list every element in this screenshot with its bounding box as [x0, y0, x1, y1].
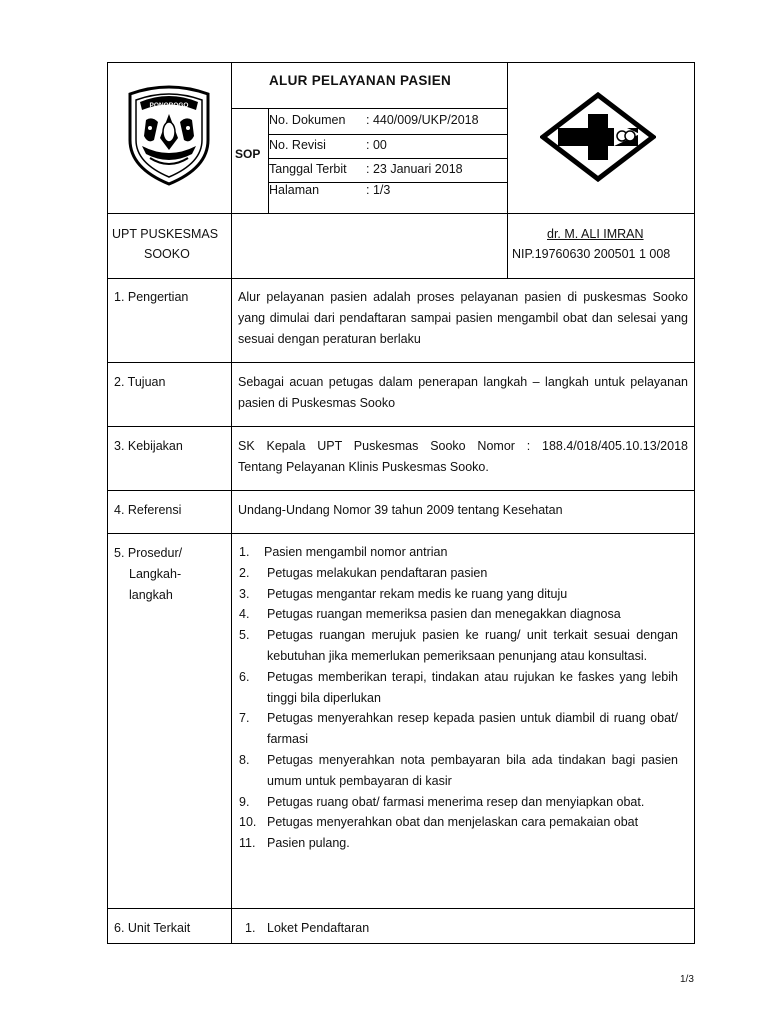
- meta-label-tanggal: Tanggal Terbit: [269, 162, 347, 176]
- unit-item-text: Loket Pendaftaran: [267, 921, 370, 935]
- org-name: UPT PUSKESMAS: [112, 227, 219, 241]
- section-text-tujuan: Sebagai acuan petugas dalam penerapan langkah – langkah untuk pelayanan pasien di Puskesmas Sooko: [238, 375, 688, 410]
- list-item: 7. Petugas menyerahkan resep kepada pasien untuk diambil di ruang obat/ farmasi: [239, 711, 678, 747]
- bakti-husada-logo-icon: [540, 92, 656, 182]
- section-label-prosedur-2: Langkah-: [129, 567, 182, 581]
- section-text-kebijakan-line1: SK Kepala UPT Puskesmas Sooko Nomor : 188.4/018/405.10.13/2018: [238, 439, 688, 453]
- ponorogo-emblem-icon: [120, 80, 218, 186]
- section-text-referensi: Undang-Undang Nomor 39 tahun 2009 tentang Kesehatan: [238, 503, 563, 517]
- meta-value-tanggal: : 23 Januari 2018: [366, 162, 463, 176]
- section-label-pengertian: 1. Pengertian: [114, 290, 189, 304]
- list-item: 9. Petugas ruang obat/ farmasi menerima resep dan menyiapkan obat.: [239, 794, 645, 809]
- meta-label-halaman: Halaman: [269, 183, 320, 197]
- org-unit: SOOKO: [144, 247, 190, 261]
- section-label-unit-terkait: 6. Unit Terkait: [114, 921, 191, 935]
- meta-value-revisi: : 00: [366, 138, 387, 152]
- meta-value-halaman: : 1/3: [366, 183, 391, 197]
- section-label-referensi: 4. Referensi: [114, 503, 182, 517]
- list-item: 8. Petugas menyerahkan nota pembayaran bila ada tindakan bagi pasien umum untuk pembayaran di kasir: [239, 752, 678, 788]
- section-label-prosedur: 5. Prosedur/: [114, 546, 183, 560]
- unit-item-number: 1.: [245, 921, 256, 935]
- section-text-pengertian: Alur pelayanan pasien adalah proses pelayanan pasien di puskesmas Sooko yang dimulai dari pendaftaran sampai pasien mengambil obat dan selesai yang sesuai dengan peraturan berlaku: [238, 290, 688, 346]
- page-number: 1/3: [680, 974, 694, 985]
- sop-label: SOP: [235, 147, 261, 161]
- meta-value-dokumen: : 440/009/UKP/2018: [366, 113, 479, 127]
- list-item: 5. Petugas ruangan merujuk pasien ke ruang/ unit terkait sesuai dengan kebutuhan jika memerlukan pemeriksaan penunjang atau konsultasi.: [239, 628, 678, 663]
- section-label-prosedur-3: langkah: [129, 588, 173, 602]
- signer-nip: NIP.19760630 200501 1 008: [512, 247, 671, 261]
- svg-text:PONOROGO: PONOROGO: [149, 102, 189, 109]
- section-label-kebijakan: 3. Kebijakan: [114, 439, 183, 453]
- signer-name: dr. M. ALI IMRAN: [547, 227, 644, 241]
- list-item: 10. Petugas menyerahkan obat dan menjelaskan cara pemakaian obat: [239, 815, 639, 830]
- document-title: ALUR PELAYANAN PASIEN: [269, 73, 452, 88]
- meta-label-revisi: No. Revisi: [269, 138, 326, 152]
- section-text-kebijakan-line2: Tentang Pelayanan Klinis Puskesmas Sooko.: [238, 460, 489, 474]
- list-item: 2. Petugas melakukan pendaftaran pasien: [239, 565, 488, 580]
- procedure-steps: [239, 542, 678, 854]
- list-item: 1. Pasien mengambil nomor antrian: [239, 545, 448, 559]
- meta-label-dokumen: No. Dokumen: [269, 113, 346, 127]
- section-label-tujuan: 2. Tujuan: [114, 375, 166, 389]
- list-item: 11. Pasien pulang.: [239, 836, 350, 851]
- list-item: 4. Petugas ruangan memeriksa pasien dan menegakkan diagnosa: [239, 607, 621, 622]
- list-item: 3. Petugas mengantar rekam medis ke ruang yang dituju: [239, 586, 568, 601]
- list-item: 6. Petugas memberikan terapi, tindakan atau rujukan ke faskes yang lebih tinggi bila diperlukan: [239, 669, 678, 705]
